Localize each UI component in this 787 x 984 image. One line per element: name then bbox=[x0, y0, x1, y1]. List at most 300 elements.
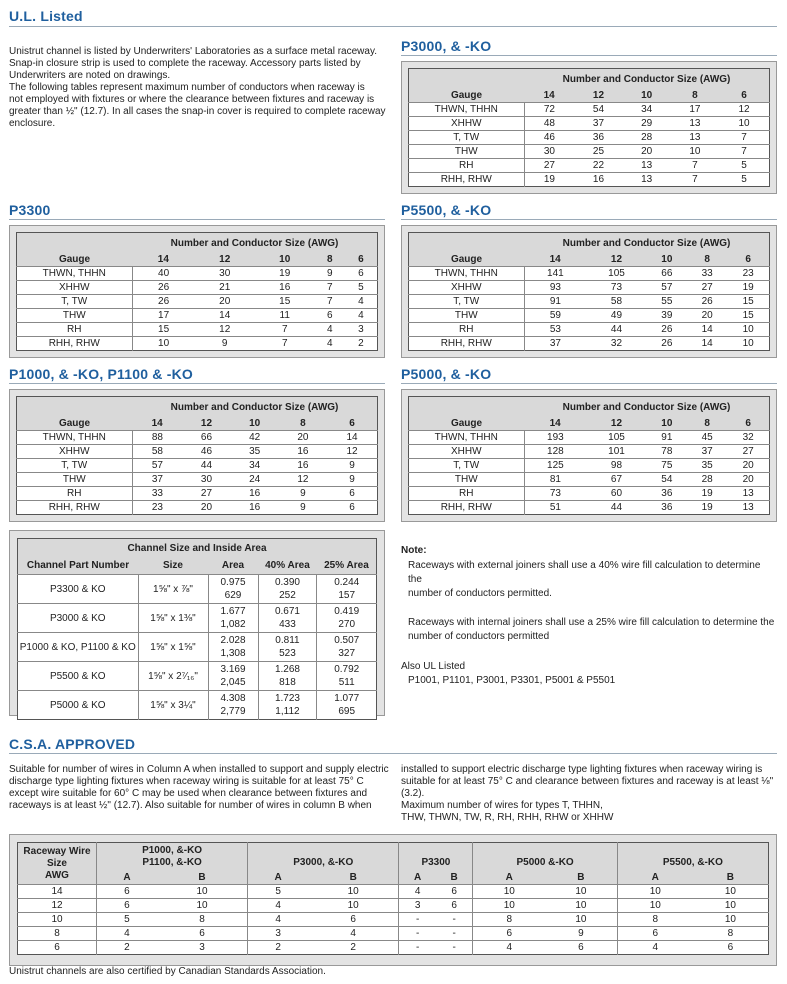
ul-para1-line: Snap-in closure strip is used to complete the raceway. Accessory parts listed by bbox=[9, 58, 361, 69]
csa-col-head-line: AWG bbox=[45, 869, 69, 881]
size-header: 10 bbox=[647, 417, 687, 431]
value-cell: 9 bbox=[279, 501, 327, 515]
value-cell: 55 bbox=[647, 295, 687, 309]
gauge-cell: RHH, RHW bbox=[409, 173, 525, 187]
value-cell: 53 bbox=[524, 323, 586, 337]
csa-value-cell: 4 bbox=[97, 927, 157, 941]
value-cell: 20 bbox=[182, 501, 230, 515]
value-cell: 54 bbox=[647, 473, 687, 487]
col-channel-part: Channel Part Number bbox=[18, 557, 139, 575]
value-cell: 5 bbox=[345, 281, 378, 295]
value-cell: 16 bbox=[574, 173, 622, 187]
size-header: 14 bbox=[524, 253, 586, 267]
value-cell: 36 bbox=[647, 487, 687, 501]
channel-area-table bbox=[17, 538, 377, 720]
note-external-joiners bbox=[401, 559, 777, 601]
csa-value-cell: 4 bbox=[248, 899, 308, 913]
table-title-rule bbox=[9, 219, 385, 220]
csa-value-cell: 10 bbox=[545, 899, 617, 913]
size-header: 12 bbox=[182, 417, 230, 431]
table-row bbox=[17, 473, 378, 487]
value-cell: 105 bbox=[586, 431, 646, 445]
area-in2: 0.419 bbox=[334, 606, 360, 617]
value-cell: 98 bbox=[586, 459, 646, 473]
value-cell: 13 bbox=[623, 159, 671, 173]
area-mm2: 327 bbox=[338, 648, 356, 659]
value-cell: 7 bbox=[315, 295, 345, 309]
value-cell: 91 bbox=[524, 295, 586, 309]
area-in2: 1.077 bbox=[334, 693, 360, 704]
ul-intro-text bbox=[9, 46, 394, 130]
csa-group-p3000: P3000, &-KO bbox=[248, 843, 399, 872]
csa-value-cell: 10 bbox=[617, 885, 693, 899]
gauge-cell: THW bbox=[17, 309, 133, 323]
value-cell: 4 bbox=[315, 323, 345, 337]
area-mm2: 2,779 bbox=[220, 706, 246, 717]
awg-header: Number and Conductor Size (AWG) bbox=[524, 397, 770, 418]
csa-value-cell: 10 bbox=[545, 885, 617, 899]
gauge-cell: T, TW bbox=[17, 459, 133, 473]
table-row bbox=[17, 281, 378, 295]
size-header: 6 bbox=[727, 417, 769, 431]
size-row bbox=[409, 89, 770, 103]
area-mm2: 270 bbox=[338, 619, 356, 630]
gauge-cell: RH bbox=[409, 323, 525, 337]
value-cell: 7 bbox=[671, 173, 719, 187]
gauge-cell: XHHW bbox=[409, 281, 525, 295]
csa-line: raceways is at least ½" (12.7). Also suitable for number of wires in column B when bbox=[9, 800, 372, 811]
value-cell: 7 bbox=[255, 323, 315, 337]
csa-col-b: B bbox=[693, 871, 769, 885]
csa-value-cell: 4 bbox=[617, 941, 693, 955]
csa-value-cell: 3 bbox=[248, 927, 308, 941]
value-cell: 16 bbox=[279, 445, 327, 459]
csa-awg-cell: 8 bbox=[18, 927, 97, 941]
value-cell: 28 bbox=[623, 131, 671, 145]
csa-value-cell: - bbox=[399, 941, 436, 955]
table-title: P5500, & -KO bbox=[401, 202, 492, 218]
value-cell: 37 bbox=[132, 473, 182, 487]
value-cell: 72 bbox=[524, 103, 574, 117]
area-a40 bbox=[258, 662, 317, 691]
awg-header: Number and Conductor Size (AWG) bbox=[132, 397, 378, 418]
csa-line: THW, THWN, TW, R, RH, RHH, RHW or XHHW bbox=[401, 812, 614, 823]
gauge-label: Gauge bbox=[409, 253, 525, 267]
value-cell: 13 bbox=[727, 501, 769, 515]
ul-title-rule bbox=[9, 26, 777, 27]
area-in2: 0.975 bbox=[220, 577, 246, 588]
size-header: 14 bbox=[524, 89, 574, 103]
awg-header: Number and Conductor Size (AWG) bbox=[524, 69, 770, 90]
gauge-cell: T, TW bbox=[409, 459, 525, 473]
gauge-cell: RHH, RHW bbox=[409, 337, 525, 351]
csa-title: C.S.A. APPROVED bbox=[9, 736, 136, 752]
csa-group-line: P1000, &-KO bbox=[142, 845, 203, 856]
area-a40 bbox=[258, 691, 317, 720]
value-cell: 42 bbox=[231, 431, 279, 445]
value-cell: 17 bbox=[671, 103, 719, 117]
also-ul-title: Also UL Listed bbox=[401, 661, 466, 672]
size-header: 6 bbox=[719, 89, 770, 103]
area-in2: 0.244 bbox=[334, 577, 360, 588]
table-row bbox=[409, 173, 770, 187]
value-cell: 13 bbox=[671, 131, 719, 145]
table-title: P5000, & -KO bbox=[401, 366, 492, 382]
area-a25 bbox=[317, 691, 377, 720]
csa-table bbox=[17, 842, 769, 955]
area-mm2: 2,045 bbox=[220, 677, 246, 688]
value-cell: 14 bbox=[327, 431, 378, 445]
area-a25 bbox=[317, 604, 377, 633]
csa-line: (3.2). bbox=[401, 788, 425, 799]
value-cell: 13 bbox=[623, 173, 671, 187]
value-cell: 73 bbox=[524, 487, 586, 501]
csa-value-cell: 10 bbox=[473, 899, 545, 913]
size-header: 14 bbox=[132, 417, 182, 431]
csa-value-cell: 10 bbox=[617, 899, 693, 913]
value-cell: 20 bbox=[195, 295, 255, 309]
area-in2: 1.677 bbox=[220, 606, 246, 617]
gauge-cell: THW bbox=[409, 309, 525, 323]
value-cell: 27 bbox=[182, 487, 230, 501]
value-cell: 37 bbox=[524, 337, 586, 351]
p1000-section bbox=[9, 366, 385, 522]
table-row bbox=[17, 267, 378, 281]
area-a25 bbox=[317, 662, 377, 691]
value-cell: 58 bbox=[132, 445, 182, 459]
table-row bbox=[409, 337, 770, 351]
csa-ab-header-row bbox=[18, 871, 769, 885]
value-cell: 44 bbox=[586, 501, 646, 515]
note-block bbox=[401, 544, 777, 688]
table-row bbox=[409, 487, 770, 501]
value-cell: 34 bbox=[231, 459, 279, 473]
value-cell: 22 bbox=[574, 159, 622, 173]
value-cell: 35 bbox=[231, 445, 279, 459]
value-cell: 35 bbox=[687, 459, 727, 473]
value-cell: 32 bbox=[586, 337, 646, 351]
area-area bbox=[208, 691, 258, 720]
gauge-spacer bbox=[409, 69, 525, 90]
size-header: 8 bbox=[687, 417, 727, 431]
table-row bbox=[17, 445, 378, 459]
value-cell: 105 bbox=[586, 267, 646, 281]
csa-value-cell: 4 bbox=[308, 927, 399, 941]
size-header: 12 bbox=[586, 417, 646, 431]
csa-value-cell: 2 bbox=[97, 941, 157, 955]
csa-value-cell: 5 bbox=[97, 913, 157, 927]
also-ul-list: P1001, P1101, P3001, P3301, P5001 & P5501 bbox=[408, 675, 616, 686]
csa-value-cell: 6 bbox=[97, 885, 157, 899]
csa-value-cell: 8 bbox=[473, 913, 545, 927]
value-cell: 13 bbox=[727, 487, 769, 501]
table-row bbox=[409, 295, 770, 309]
value-cell: 7 bbox=[255, 337, 315, 351]
value-cell: 13 bbox=[671, 117, 719, 131]
table-title: P3000, & -KO bbox=[401, 38, 492, 54]
csa-footer: Unistrut channels are also certified by Canadian Standards Association. bbox=[9, 966, 326, 977]
area-area bbox=[208, 662, 258, 691]
table-panel bbox=[401, 225, 777, 358]
csa-value-cell: 6 bbox=[308, 913, 399, 927]
gauge-cell: XHHW bbox=[17, 281, 133, 295]
channel-area-body bbox=[18, 575, 377, 720]
value-cell: 7 bbox=[719, 131, 770, 145]
value-cell: 12 bbox=[327, 445, 378, 459]
value-cell: 19 bbox=[727, 281, 769, 295]
table-panel bbox=[9, 389, 385, 522]
gauge-cell: THW bbox=[17, 473, 133, 487]
gauge-cell: THWN, THHN bbox=[17, 431, 133, 445]
table-row bbox=[409, 459, 770, 473]
size-header: 6 bbox=[727, 253, 769, 267]
ul-para2-line: enclosure. bbox=[9, 118, 56, 129]
table-title-rule bbox=[9, 383, 385, 384]
csa-row bbox=[18, 899, 769, 913]
area-mm2: 157 bbox=[338, 590, 356, 601]
value-cell: 73 bbox=[586, 281, 646, 295]
col-area: Area bbox=[208, 557, 258, 575]
value-cell: 4 bbox=[345, 295, 378, 309]
value-cell: 54 bbox=[574, 103, 622, 117]
csa-line: installed to support electric discharge type lighting fixtures when raceway wiring is bbox=[401, 764, 763, 775]
gauge-cell: T, TW bbox=[409, 131, 525, 145]
channel-area-title: Channel Size and Inside Area bbox=[18, 539, 377, 558]
size-row bbox=[17, 253, 378, 267]
note-title: Note: bbox=[401, 545, 427, 556]
awg-header: Number and Conductor Size (AWG) bbox=[524, 233, 770, 254]
csa-value-cell: 8 bbox=[617, 913, 693, 927]
area-mm2: 511 bbox=[338, 677, 355, 688]
csa-value-cell: 6 bbox=[693, 941, 769, 955]
value-cell: 125 bbox=[524, 459, 586, 473]
value-cell: 9 bbox=[327, 459, 378, 473]
csa-col-a: A bbox=[97, 871, 157, 885]
area-in2: 0.507 bbox=[334, 635, 360, 646]
csa-row bbox=[18, 913, 769, 927]
table-row bbox=[409, 501, 770, 515]
channel-area-panel bbox=[9, 530, 385, 716]
csa-value-cell: 6 bbox=[157, 927, 248, 941]
value-cell: 58 bbox=[586, 295, 646, 309]
value-cell: 26 bbox=[647, 323, 687, 337]
gauge-cell: THW bbox=[409, 473, 525, 487]
value-cell: 9 bbox=[315, 267, 345, 281]
value-cell: 5 bbox=[719, 159, 770, 173]
value-cell: 19 bbox=[687, 487, 727, 501]
value-cell: 12 bbox=[279, 473, 327, 487]
table-row bbox=[17, 487, 378, 501]
area-mm2: 252 bbox=[279, 590, 296, 601]
table-row bbox=[17, 309, 378, 323]
size-header: 14 bbox=[132, 253, 195, 267]
size-header: 12 bbox=[586, 253, 646, 267]
p5000-section bbox=[401, 366, 777, 522]
ul-listed-title bbox=[9, 8, 83, 24]
gauge-cell: RH bbox=[409, 487, 525, 501]
value-cell: 16 bbox=[255, 281, 315, 295]
csa-line: discharge type lighting fixtures when raceway wiring is suitable for at least 75° C bbox=[9, 776, 364, 787]
value-cell: 7 bbox=[315, 281, 345, 295]
gauge-cell: XHHW bbox=[17, 445, 133, 459]
csa-value-cell: 6 bbox=[436, 885, 473, 899]
csa-group-p3300: P3300 bbox=[399, 843, 473, 872]
channel-part: P3300 & KO bbox=[18, 575, 139, 604]
channel-size: 1⅝" x 1⅜" bbox=[138, 604, 208, 633]
conductor-table bbox=[408, 232, 770, 351]
csa-value-cell: - bbox=[436, 941, 473, 955]
value-cell: 15 bbox=[727, 309, 769, 323]
col-size: Size bbox=[138, 557, 208, 575]
conductor-table bbox=[16, 396, 378, 515]
p5500-section bbox=[401, 202, 777, 358]
csa-awg-cell: 6 bbox=[18, 941, 97, 955]
area-in2: 1.723 bbox=[274, 693, 300, 704]
value-cell: 20 bbox=[279, 431, 327, 445]
col-40-area: 40% Area bbox=[258, 557, 317, 575]
conductor-table bbox=[408, 396, 770, 515]
size-header: 6 bbox=[345, 253, 378, 267]
note-line: Raceways with external joiners shall use a 40% wire fill calculation to determine the bbox=[408, 560, 761, 585]
value-cell: 12 bbox=[719, 103, 770, 117]
area-in2: 0.811 bbox=[275, 635, 300, 646]
size-header: 14 bbox=[524, 417, 586, 431]
csa-line: Maximum number of wires for types T, THHN, bbox=[401, 800, 603, 811]
value-cell: 4 bbox=[315, 337, 345, 351]
csa-right-text bbox=[401, 764, 781, 824]
value-cell: 78 bbox=[647, 445, 687, 459]
table-row bbox=[17, 459, 378, 473]
csa-value-cell: 3 bbox=[157, 941, 248, 955]
table-title: P3300 bbox=[9, 202, 51, 218]
gauge-cell: THWN, THHN bbox=[409, 431, 525, 445]
gauge-spacer bbox=[17, 397, 133, 418]
table-title-rule bbox=[401, 55, 777, 56]
csa-value-cell: 10 bbox=[693, 899, 769, 913]
area-a25 bbox=[317, 633, 377, 662]
gauge-label: Gauge bbox=[17, 253, 133, 267]
value-cell: 34 bbox=[623, 103, 671, 117]
conductor-table bbox=[16, 232, 378, 351]
gauge-label: Gauge bbox=[409, 417, 525, 431]
value-cell: 81 bbox=[524, 473, 586, 487]
csa-value-cell: 6 bbox=[545, 941, 617, 955]
note-internal-joiners bbox=[401, 616, 777, 644]
value-cell: 14 bbox=[195, 309, 255, 323]
value-cell: 33 bbox=[132, 487, 182, 501]
channel-row bbox=[18, 575, 377, 604]
csa-value-cell: 9 bbox=[545, 927, 617, 941]
value-cell: 16 bbox=[279, 459, 327, 473]
channel-row bbox=[18, 691, 377, 720]
area-in2: 4.308 bbox=[220, 693, 246, 704]
value-cell: 20 bbox=[687, 309, 727, 323]
value-cell: 46 bbox=[524, 131, 574, 145]
value-cell: 7 bbox=[671, 159, 719, 173]
area-in2: 0.390 bbox=[274, 577, 300, 588]
value-cell: 26 bbox=[132, 281, 195, 295]
value-cell: 27 bbox=[524, 159, 574, 173]
table-row bbox=[409, 445, 770, 459]
table-row bbox=[17, 323, 378, 337]
csa-col-head-line: Size bbox=[46, 857, 67, 869]
value-cell: 9 bbox=[279, 487, 327, 501]
value-cell: 14 bbox=[687, 337, 727, 351]
csa-line: suitable for at least 75° C and clearance between fixtures and raceway is at least ⅛" bbox=[401, 776, 774, 787]
csa-group-p1000 bbox=[97, 843, 248, 872]
table-row bbox=[409, 431, 770, 445]
csa-value-cell: 10 bbox=[308, 899, 399, 913]
table-title: P1000, & -KO, P1100 & -KO bbox=[9, 366, 193, 382]
table-row bbox=[409, 281, 770, 295]
value-cell: 21 bbox=[195, 281, 255, 295]
value-cell: 10 bbox=[727, 337, 769, 351]
p3300-section bbox=[9, 202, 385, 358]
csa-col-head-line: Raceway Wire bbox=[23, 845, 91, 857]
gauge-cell: XHHW bbox=[409, 445, 525, 459]
csa-col-a: A bbox=[473, 871, 545, 885]
size-row bbox=[409, 417, 770, 431]
value-cell: 57 bbox=[647, 281, 687, 295]
value-cell: 45 bbox=[687, 431, 727, 445]
value-cell: 37 bbox=[687, 445, 727, 459]
table-row bbox=[409, 103, 770, 117]
csa-line: Suitable for number of wires in Column A when installed to support and supply electric bbox=[9, 764, 389, 775]
value-cell: 6 bbox=[315, 309, 345, 323]
gauge-cell: THW bbox=[409, 145, 525, 159]
conductor-table bbox=[408, 68, 770, 187]
csa-value-cell: 6 bbox=[473, 927, 545, 941]
value-cell: 44 bbox=[586, 323, 646, 337]
csa-row bbox=[18, 885, 769, 899]
value-cell: 67 bbox=[586, 473, 646, 487]
area-area bbox=[208, 575, 258, 604]
table-row bbox=[17, 501, 378, 515]
size-header: 12 bbox=[574, 89, 622, 103]
table-row bbox=[17, 295, 378, 309]
csa-value-cell: 10 bbox=[473, 885, 545, 899]
gauge-label: Gauge bbox=[17, 417, 133, 431]
value-cell: 20 bbox=[727, 459, 769, 473]
csa-line: except wire suitable for 60° C may be used when clearance between fixtures and bbox=[9, 788, 368, 799]
table-title-rule bbox=[401, 383, 777, 384]
value-cell: 36 bbox=[574, 131, 622, 145]
area-in2: 1.268 bbox=[274, 664, 300, 675]
size-header: 8 bbox=[671, 89, 719, 103]
csa-awg-cell: 14 bbox=[18, 885, 97, 899]
value-cell: 29 bbox=[623, 117, 671, 131]
area-mm2: 629 bbox=[224, 590, 242, 601]
csa-left-text bbox=[9, 764, 394, 812]
csa-value-cell: 6 bbox=[97, 899, 157, 913]
value-cell: 60 bbox=[586, 487, 646, 501]
csa-col-b: B bbox=[157, 871, 248, 885]
csa-col-awg bbox=[18, 843, 97, 885]
value-cell: 91 bbox=[647, 431, 687, 445]
csa-value-cell: - bbox=[436, 913, 473, 927]
value-cell: 59 bbox=[524, 309, 586, 323]
value-cell: 19 bbox=[255, 267, 315, 281]
value-cell: 26 bbox=[132, 295, 195, 309]
channel-part: P5000 & KO bbox=[18, 691, 139, 720]
area-mm2: 818 bbox=[279, 677, 296, 688]
csa-value-cell: 10 bbox=[157, 899, 248, 913]
p3000-section bbox=[401, 38, 777, 194]
value-cell: 23 bbox=[727, 267, 769, 281]
gauge-cell: RHH, RHW bbox=[409, 501, 525, 515]
channel-part: P3000 & KO bbox=[18, 604, 139, 633]
table-row bbox=[409, 159, 770, 173]
